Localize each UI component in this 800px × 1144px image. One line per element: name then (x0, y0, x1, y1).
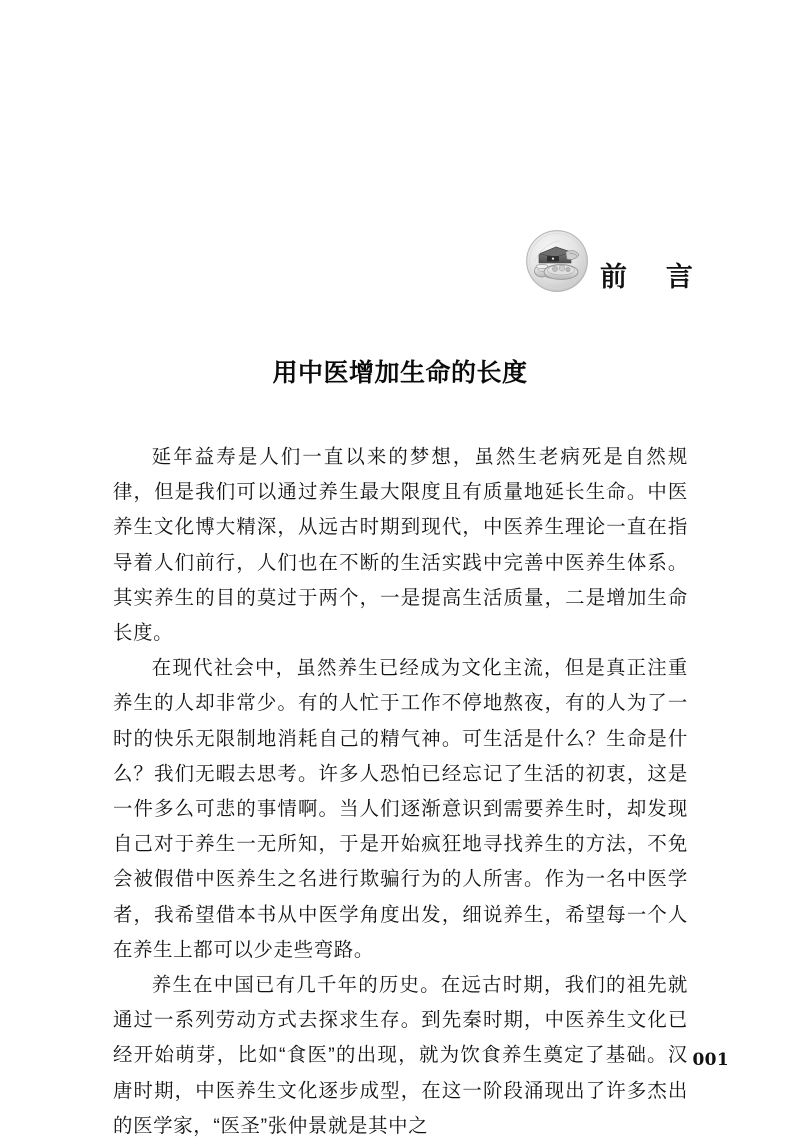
article-title: 用中医增加生命的长度 (272, 358, 528, 387)
page-number: 001 (692, 1050, 729, 1070)
preface-header (0, 112, 800, 293)
page-title: 前 言 (600, 262, 699, 293)
circular-engraving-icon (526, 230, 588, 292)
paragraph: 养生在中国已有几千年的历史。在远古时期，我们的祖先就通过一系列劳动方式去探求生存。到先秦时期，中医养生文化已经开始萌芽，比如“食医”的出现，就为饮食养生奠定了基础。汉唐时期，中医养生文化逐步成型，在这一阶段涌现出了许多杰出的医学家，“医圣”张仲景就是其中之 (113, 974, 688, 1137)
paragraph: 在现代社会中，虽然养生已经成为文化主流，但是真正注重养生的人却非常少。有的人忙于工作不停地熬夜，有的人为了一时的快乐无限制地消耗自己的精气神。可生活是什么？生命是什么？我们无暇去思考。许多人恐怕已经忘记了生活的初衷，这是一件多么可悲的事情啊。当人们逐渐意识到需要养生时，却发现自己对于养生一无所知，于是开始疯狂地寻找养生的方法，不免会被假借中医养生之名进行欺骗行为的人所害。作为一名中医学者，我希望借本书从中医学角度出发，细说养生，希望每一个人在养生上都可以少走些弯路。 (113, 657, 688, 961)
article-body (113, 440, 688, 1144)
paragraph: 延年益寿是人们一直以来的梦想，虽然生老病死是自然规律，但是我们可以通过养生最大限度且有质量地延长生命。中医养生文化博大精深，从远古时期到现代，中医养生理论一直在指导着人们前行，人们也在不断的生活实践中完善中医养生体系。其实养生的目的莫过于两个，一是提高生活质量，二是增加生命长度。 (113, 446, 688, 645)
